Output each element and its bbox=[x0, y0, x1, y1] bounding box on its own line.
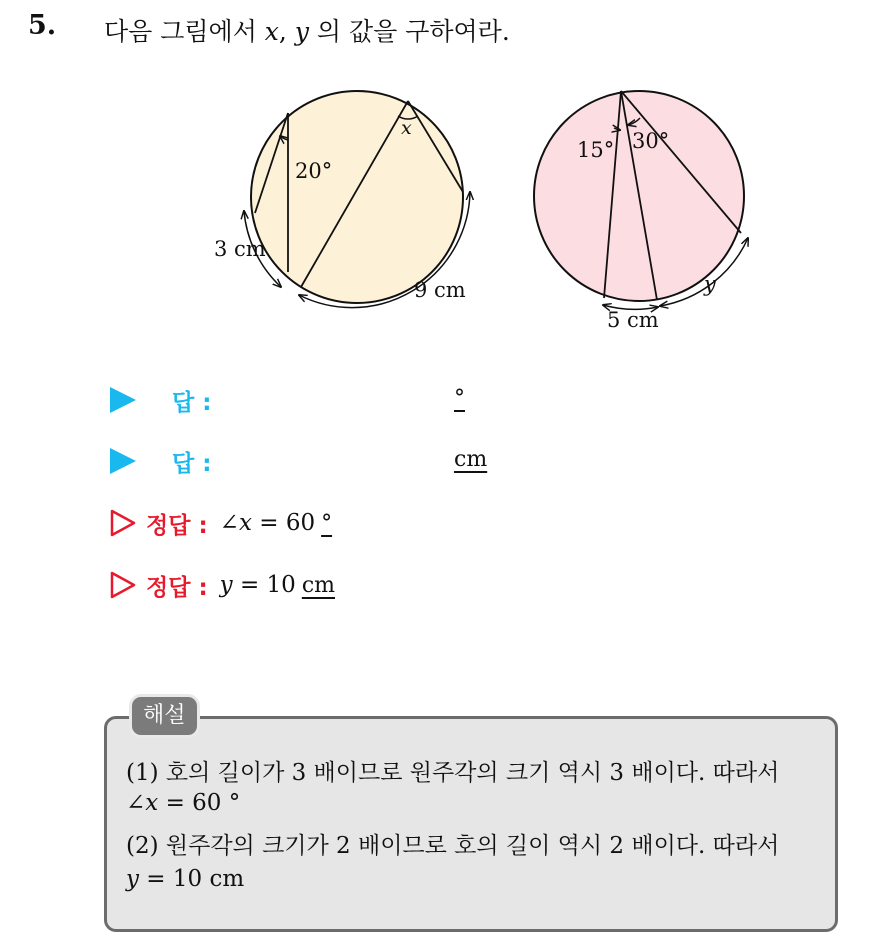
answer-label: 답 : bbox=[172, 450, 212, 477]
outline-triangle-icon bbox=[110, 571, 136, 599]
angle-label-30: 30° bbox=[632, 129, 670, 153]
correct-expression: y = 10 bbox=[219, 572, 296, 598]
answer-unit: ° bbox=[454, 386, 465, 411]
correct-row-1 bbox=[110, 505, 332, 541]
question-number: 5. bbox=[28, 10, 57, 41]
figures bbox=[0, 0, 884, 340]
left-circle bbox=[251, 91, 463, 303]
answer-row-2 bbox=[110, 443, 488, 479]
outline-triangle-icon bbox=[110, 509, 136, 537]
correct-label: 정답 : bbox=[146, 574, 208, 601]
right-circle-figure bbox=[534, 91, 748, 332]
arc-label-y: y bbox=[704, 272, 716, 296]
answer-row-1 bbox=[110, 382, 465, 418]
explanation-tag: 해설 bbox=[129, 694, 200, 738]
answer-unit: cm bbox=[454, 447, 488, 472]
angle-label-20: 20° bbox=[295, 159, 333, 183]
correct-row-2 bbox=[110, 567, 335, 603]
angle-label-x: x bbox=[401, 117, 412, 139]
correct-unit: cm bbox=[301, 572, 336, 598]
explanation-line-2: ∠x = 60 ° bbox=[126, 790, 241, 816]
answer-label: 답 : bbox=[172, 389, 212, 416]
correct-unit: ° bbox=[321, 510, 333, 536]
explanation-line-1: (1) 호의 길이가 3 배이므로 원주각의 크기 역시 3 배이다. 따라서 bbox=[126, 760, 780, 786]
arc-label-5cm: 5 cm bbox=[607, 308, 659, 332]
question-text: 다음 그림에서 x, y 의 값을 구하여라. bbox=[104, 17, 510, 46]
arc-label-3cm: 3 cm bbox=[214, 237, 266, 261]
explanation-line-3: (2) 원주각의 크기가 2 배이므로 호의 길이 역시 2 배이다. 따라서 bbox=[126, 833, 780, 859]
explanation-box bbox=[104, 716, 838, 932]
angle-label-15: 15° bbox=[577, 138, 615, 162]
play-triangle-icon bbox=[110, 387, 136, 413]
play-triangle-icon bbox=[110, 448, 136, 474]
arc-label-9cm: 9 cm bbox=[414, 278, 466, 302]
explanation-line-4: y = 10 cm bbox=[126, 866, 245, 892]
correct-label: 정답 : bbox=[146, 512, 208, 539]
correct-expression: ∠x = 60 bbox=[219, 510, 316, 536]
left-circle-figure bbox=[214, 91, 470, 308]
